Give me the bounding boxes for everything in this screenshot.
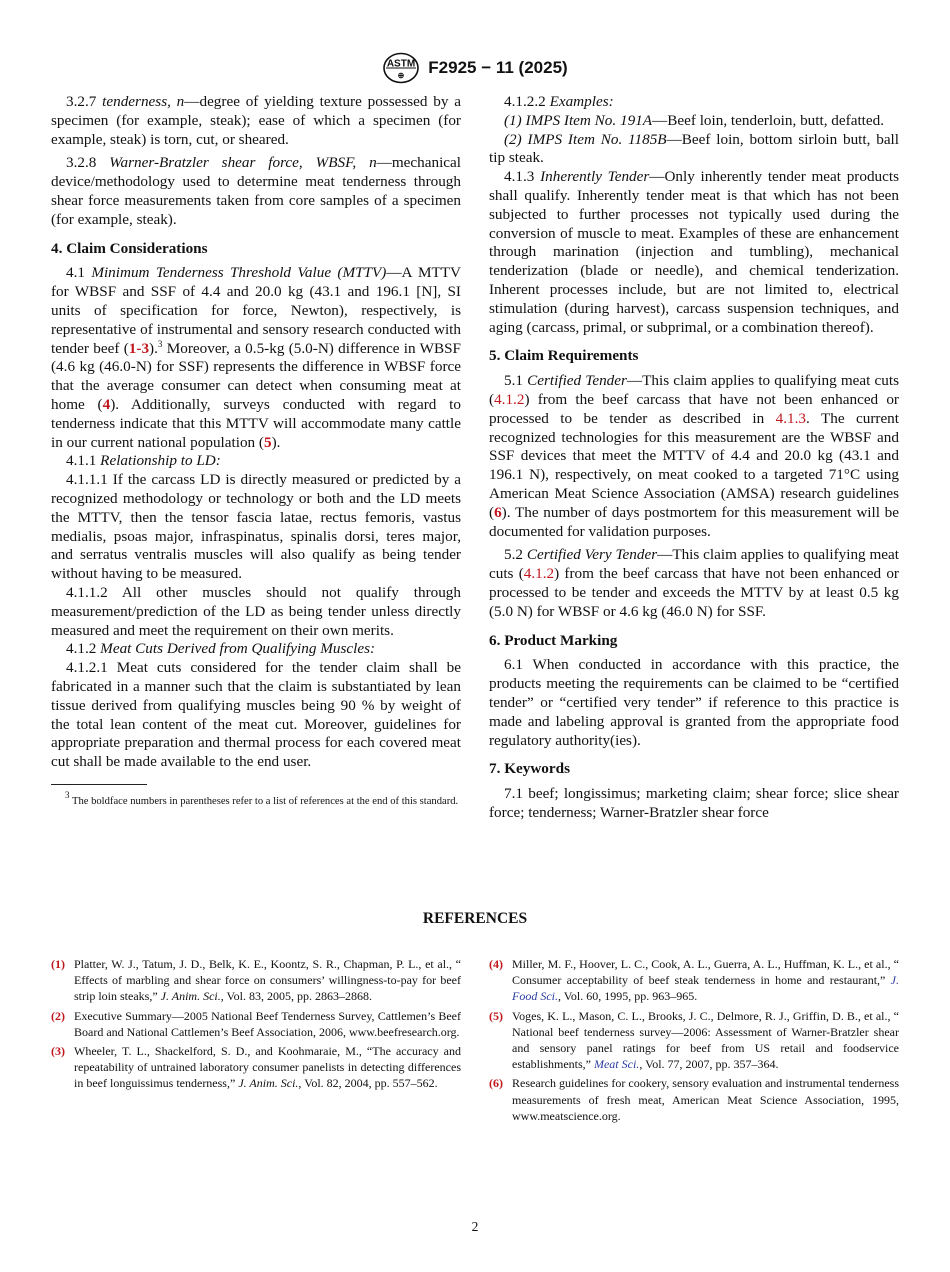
section-4-1-2-1: 4.1.2.1 Meat cuts considered for the tender claim shall be fabricated in a manner such that the claim is substantiated by lean tissue derived from qualifying muscles being 90 % by weight of the total lean content of the meat cut. Moreover, guidelines for appropriate preparation and thermal process for each covered meat cut shall be made available to the end user.: [51, 659, 462, 771]
page-header: [0, 50, 950, 86]
references-left: [51, 956, 461, 1095]
references-right: [489, 956, 899, 1127]
svg-text:⊕: ⊕: [397, 71, 405, 80]
section-4-1-1-1: 4.1.1.1 If the carcass LD is directly measured or predicted by a recognized methodology or technology or both and the LD meets the MTTV, then the tensor fascia latae, rectus femoris, vastus medialis, psoas major, infraspinatus, spinalis dorsi, teres major, and serratus ventralis muscles will also qualify as being tender without having to be measured.: [51, 471, 462, 583]
section-3-2-7: 3.2.7 tenderness, n—degree of yielding texture possessed by a specimen (for example, steak); ease of which a specimen (for example, steak) is torn, cut, or sheared.: [51, 93, 461, 148]
reference-1: (1) Platter, W. J., Tatum, J. D., Belk, K. E., Koontz, S. R., Chapman, P. L., et al., “ Effects of marbling and shear force on consumers’ willingness-to-pay for beef strip loin steaks,” J. Anim. Sci., Vol. 83, 2005, pp. 2863–2868.: [51, 957, 461, 1004]
ref-link-1-3[interactable]: 1-3: [128, 339, 150, 357]
heading-claim-considerations: 4. Claim Considerations: [51, 239, 208, 257]
example-1: (1) IMPS Item No. 191A—Beef loin, tenderloin, butt, defatted.: [504, 111, 885, 129]
heading-product-marking: 6. Product Marking: [489, 631, 618, 649]
xref-link-4-1-3[interactable]: 4.1.3: [775, 409, 806, 427]
references-heading: REFERENCES: [422, 910, 528, 927]
logo-text: ASTM: [387, 58, 416, 70]
right-column: [489, 93, 899, 823]
xref-link-4-1-2-b[interactable]: 4.1.2: [523, 565, 555, 583]
ref-link-4[interactable]: 4: [102, 395, 111, 413]
reference-4: (4) Miller, M. F., Hoover, L. C., Cook, A. L., Guerra, A. L., Huffman, K. L., et al., “ Consumer acceptability of beef steak tenderness in home and restaurant,” J. Food Sci., Vol. 60, 1995, pp. 963–965.: [489, 957, 899, 1004]
section-7-1: 7.1 beef; longissimus; marketing claim; shear force; slice shear force; tenderness; Warner-Bratzler shear force: [489, 785, 899, 821]
astm-logo-icon: [382, 52, 420, 84]
example-2: (2) IMPS Item No. 1185B—Beef loin, bottom sirloin butt, ball tip steak.: [489, 130, 899, 167]
reference-6: (6) Research guidelines for cookery, sensory evaluation and instrumental tenderness measurements of fresh meat, American Meat Science Association, 1995, www.meatscience.org.: [489, 1076, 899, 1123]
heading-keywords: 7. Keywords: [489, 760, 570, 778]
journal-link-meat-sci[interactable]: Meat Sci.: [593, 1057, 640, 1072]
section-4-1-2-2: 4.1.2.2 Examples:: [504, 93, 614, 110]
reference-5: (5) Voges, K. L., Mason, C. L., Brooks, J. C., Delmore, R. J., Griffin, D. B., et al., “ National beef tenderness survey—2006: Assessment of Warner-Bratzler shear and sensory panel ratings for beef from US retail and foodservice establishments,” Meat Sci., Vol. 77, 2007, pp. 357–364.: [489, 1008, 899, 1072]
section-5-2: 5.2 Certified Very Tender—This claim applies to qualifying meat cuts (4.1.2) from the beef carcass that have not been enhanced or processed to be tender and exceeds the MTTV by at least 0.5 kg (5.0 N) for WBSF or 4.6 kg (46.0 N) for SSF.: [489, 546, 900, 620]
section-6-1: 6.1 When conducted in accordance with this practice, the products meeting the requirements can be claimed to be “certified tender” or “certified very tender” if reference to this practice is made and labeling approval is granted from the appropriate food regulatory authority(ies).: [489, 656, 899, 749]
document-id: F2925 − 11 (2025): [428, 58, 568, 77]
section-4-1-2: 4.1.2 Meat Cuts Derived from Qualifying Muscles:: [66, 640, 376, 658]
section-5-1: 5.1 Certified Tender—This claim applies to qualifying meat cuts (4.1.2) from the beef carcass that have not been enhanced or processed to be tender as described in 4.1.3. The current recognized technologies for this measurement are the WBSF and SSF devices that meet the MTTV of 4.4 and 20.0 kg (43.1 and 196.1 N), respectively, on meat cooked to a targeted 71°C using American Meat Science Association (AMSA) research guidelines (6). The number of days postmortem for this measurement will be documented for validation purposes.: [489, 372, 899, 540]
section-4-1-3: 4.1.3 Inherently Tender—Only inherently tender meat products shall qualify. Inherently tender meat is that which has not been subjected to further processes not typically used during the conversion of muscle to meat. Examples of these are enhancement through marination (injection and tumbling), mechanical tenderization (blade or needle), and chemical tenderization. Inherent processes include, but are not limited to, electrical stimulation (during harvest), carcass suspension techniques, and aging (carcass, primal, or subprimal, or a combination thereof).: [489, 168, 900, 336]
footnote-3: $^3$ The boldface numbers in parentheses refer to a list of references at the end of this standard.: [65, 789, 459, 807]
journal-link-food-sci[interactable]: J. Food Sci.: [512, 973, 899, 1004]
left-column: [51, 93, 461, 809]
ref-link-5[interactable]: 5: [264, 433, 272, 451]
reference-2: (2) Executive Summary—2005 National Beef Tenderness Survey, Cattlemen’s Beef Board and National Cattlemen’s Beef Association, 2006, www.beefresearch.org.: [51, 1008, 461, 1039]
xref-link-4-1-2[interactable]: 4.1.2: [494, 390, 525, 408]
section-4-1-1-2: 4.1.1.2 All other muscles should not qualify through measurement/prediction of the LD as being tender unless directly measured and meet the requirement on their own merits.: [51, 583, 461, 639]
section-4-1: 4.1 Minimum Tenderness Threshold Value (MTTV)—A MTTV for WBSF and SSF of 4.4 and 20.0 kg (43.1 and 196.1 [N], SI units of specification for force, Newton), respectively, is representative of instrumental and sensory research conducted with tender beef (1-3).$^3$ Moreover, a 0.5-kg (5.0-N) difference in WBSF (4.6 kg (46.0-N) for SSF) represents the difference in WBSF force that the average consumer can detect when consuming meat at home (4). Additionally, surveys conducted with regard to tenderness indicate that this MTTV will accommodate many cattle in our current national population (5).: [51, 264, 462, 451]
section-3-2-8: 3.2.8 Warner-Bratzler shear force, WBSF, n—mechanical device/methodology used to determine meat tenderness through shear force measurements taken from core samples of a specimen (for example, steak).: [51, 154, 462, 228]
section-4-1-1: 4.1.1 Relationship to LD:: [66, 452, 221, 470]
heading-claim-requirements: 5. Claim Requirements: [489, 347, 639, 365]
reference-3: (3) Wheeler, T. L., Shackelford, S. D., and Koohmaraie, M., “The accuracy and repeatability of untrained laboratory consumer panelists in detecting differences in beef longuissimus tenderness,” J. Anim. Sci., Vol. 82, 2004, pp. 557–562.: [51, 1044, 461, 1091]
ref-link-6[interactable]: 6: [494, 503, 502, 521]
footnote-divider: [51, 784, 147, 785]
page-number: 2: [471, 1219, 479, 1234]
